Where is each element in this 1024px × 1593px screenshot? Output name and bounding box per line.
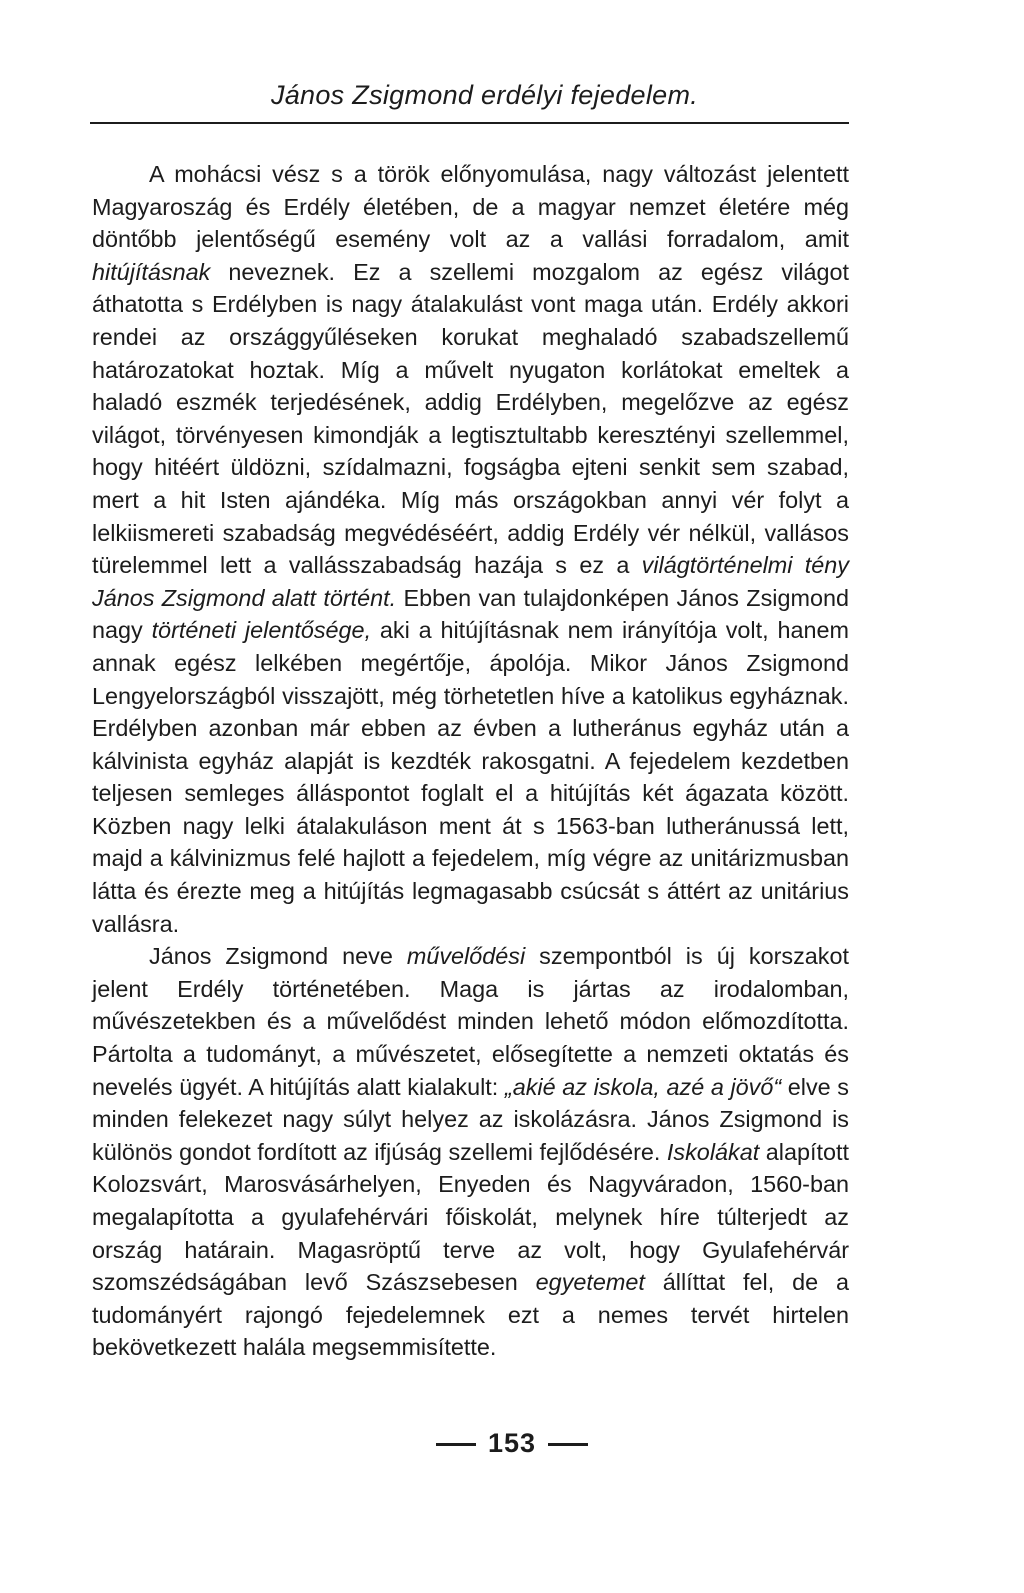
body-text (92, 158, 849, 1364)
p1-emphasis-hitujitasnak: hitújításnak (92, 258, 211, 285)
p2-text-2: szempontból is új korszakot jelent Erdély történetében. Maga is jártas az irodalomban, művészetekben és a művelődést minden lehető módon előmozdította. Pártolta a tudományt, a művészetet, elősegítette a nemzeti oktatás és nevelés ügyét. A hitújítás alatt kialakult: (92, 943, 850, 1100)
right-dash (548, 1443, 588, 1446)
p1-text-1: A mohácsi vész s a török előnyomulása, nagy változást jelentett Magyaroszág és Erdély életében, de a magyar nemzet életére még döntőbb jelentőségű esemény volt az a vallási forradalom, amit (92, 161, 849, 253)
paragraph-1 (92, 158, 849, 940)
left-dash (436, 1443, 476, 1446)
p2-text-5: állíttat fel, de a tudományért rajongó fejedelemnek ezt a nemes tervét hirtelen bekövetkezett halála megsemmisítette. (92, 1269, 849, 1361)
p2-text-4: alapított Kolozsvárt, Marosvásárhelyen, Enyeden és Nagyváradon, 1560-ban megalapította a gyulafehérvári főiskolát, melynek híre túlterjedt az ország határain. Magasröptű terve az volt, hogy Gyulafehérvár szomszédságában levő Szászsebesen (92, 1138, 849, 1296)
p2-emphasis-quote: „akié az iskola, azé a jövő“ (504, 1073, 782, 1100)
page-number: 153 (487, 1428, 537, 1458)
p2-emphasis-muvelodesi: művelődési (406, 943, 526, 970)
p2-emphasis-egyetemet: egyetemet (535, 1269, 645, 1296)
page-number-footer (0, 1428, 1024, 1459)
running-title: János Zsigmond erdélyi fejedelem. (90, 78, 849, 124)
p1-emphasis-vilagtortenelmi: világtörténelmi tény János Zsigmond alatt történt. (92, 552, 849, 611)
p1-emphasis-torteneti: történeti jelentősége, (151, 617, 372, 644)
book-page (92, 78, 849, 1364)
p1-text-2: neveznek. Ez a szellemi mozgalom az egész világot áthatotta s Erdélyben is nagy átalakulást vont maga után. Erdély akkori rendei az országgyűléseken korukat meghaladó szabadszellemű határozatokat hoztak. Míg a művelt nyugaton korlátokat emeltek a haladó eszmék terjedésének, addig Erdélyben, megelőzve az egész világot, törvényesen kimondják a legtisztultabb keresztényi szellemmel, hogy hitéért üldözni, szídalmazni, fogságba ejteni senkit sem szabad, mert a hit Isten ajándéka. Míg más országokban annyi vér folyt a lelkiismereti szabadság megvédéséért, addig Erdély vér nélkül, vallásos türelemmel lett a vallásszabadság hazája s ez a (92, 258, 849, 579)
p2-text-1: János Zsigmond neve (149, 943, 407, 970)
paragraph-2 (92, 940, 849, 1364)
p1-text-4: aki a hitújításnak nem irányítója volt, hanem annak egész lelkében megértője, ápolója. Mikor János Zsigmond Lengyelországból visszajött, még törhetetlen híve a katolikus egyháznak. Erdélyben azonban már ebben az évben a lutheránus egyház után a kálvinista egyház alapját is kezdték rakosgatni. A fejedelem kezdetben teljesen semleges álláspontot foglalt el a hitújítás két ágazata között. Közben nagy lelki átalakuláson ment át s 1563-ban lutheránussá lett, majd a kálvinizmus felé hajlott a fejedelem, míg végre az unitárizmusban látta és érezte meg a hitújítás legmagasabb csúcsát s áttért az unitárius vallásra. (92, 617, 849, 937)
p2-text-3: elve s minden felekezet nagy súlyt helyez az iskolázásra. János Zsigmond is különös gondot fordított az ifjúság szellemi fejlődésére. (92, 1073, 850, 1165)
p2-emphasis-iskolakat: Iskolákat (666, 1138, 760, 1165)
p1-text-3: Ebben van tulajdonképen János Zsigmond nagy (92, 584, 849, 644)
